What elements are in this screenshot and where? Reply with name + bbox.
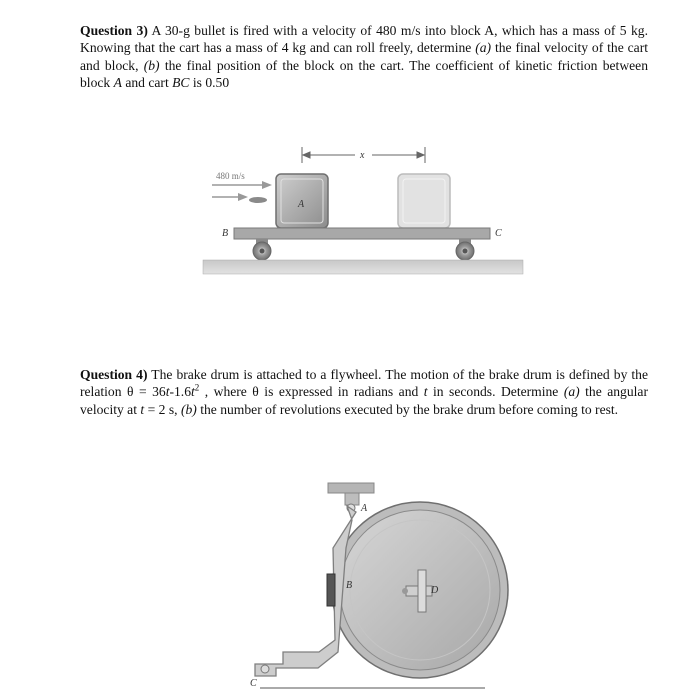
block-a-label: A bbox=[298, 199, 305, 210]
hub-d-label: D bbox=[431, 585, 439, 596]
pin-a-label: A bbox=[361, 503, 368, 514]
pin-c-label: C bbox=[250, 678, 257, 689]
question-3-heading: Question 3) bbox=[80, 23, 148, 38]
cart-c-label: C bbox=[495, 228, 502, 239]
dimension-x-label: x bbox=[360, 150, 365, 161]
question-3-text: Question 3) A 30-g bullet is fired with a velocity of 480 m/s into block A, which has a mass of 5 kg. Knowing that the cart has a mass of 4 kg and can roll freely, determine (a) the final velocity of the cart and block, (b) the final position of the block on the cart. The coefficient of kinetic friction between block A and cart BC is 0.50 bbox=[80, 23, 648, 91]
cart-b-label: B bbox=[222, 228, 229, 239]
question-4-text: Question 4) The brake drum is attached to a flywheel. The motion of the brake drum is defined by the relation $\theta = 36t-1.6t^2$ , where θ is expressed in radians and t in seconds. Determine (a) the angular velocity at t = 2 s, (b) the number of revolutions executed by the brake drum before coming to rest. bbox=[80, 367, 648, 417]
pin-c bbox=[261, 665, 269, 673]
velocity-label: 480 m/s bbox=[216, 171, 245, 181]
top-support bbox=[328, 483, 374, 493]
question-4-heading: Question 4) bbox=[80, 367, 148, 382]
brake-shoe-b bbox=[327, 574, 335, 606]
brake-lever bbox=[255, 506, 356, 676]
brake-shoe-b-label: B bbox=[346, 580, 353, 591]
